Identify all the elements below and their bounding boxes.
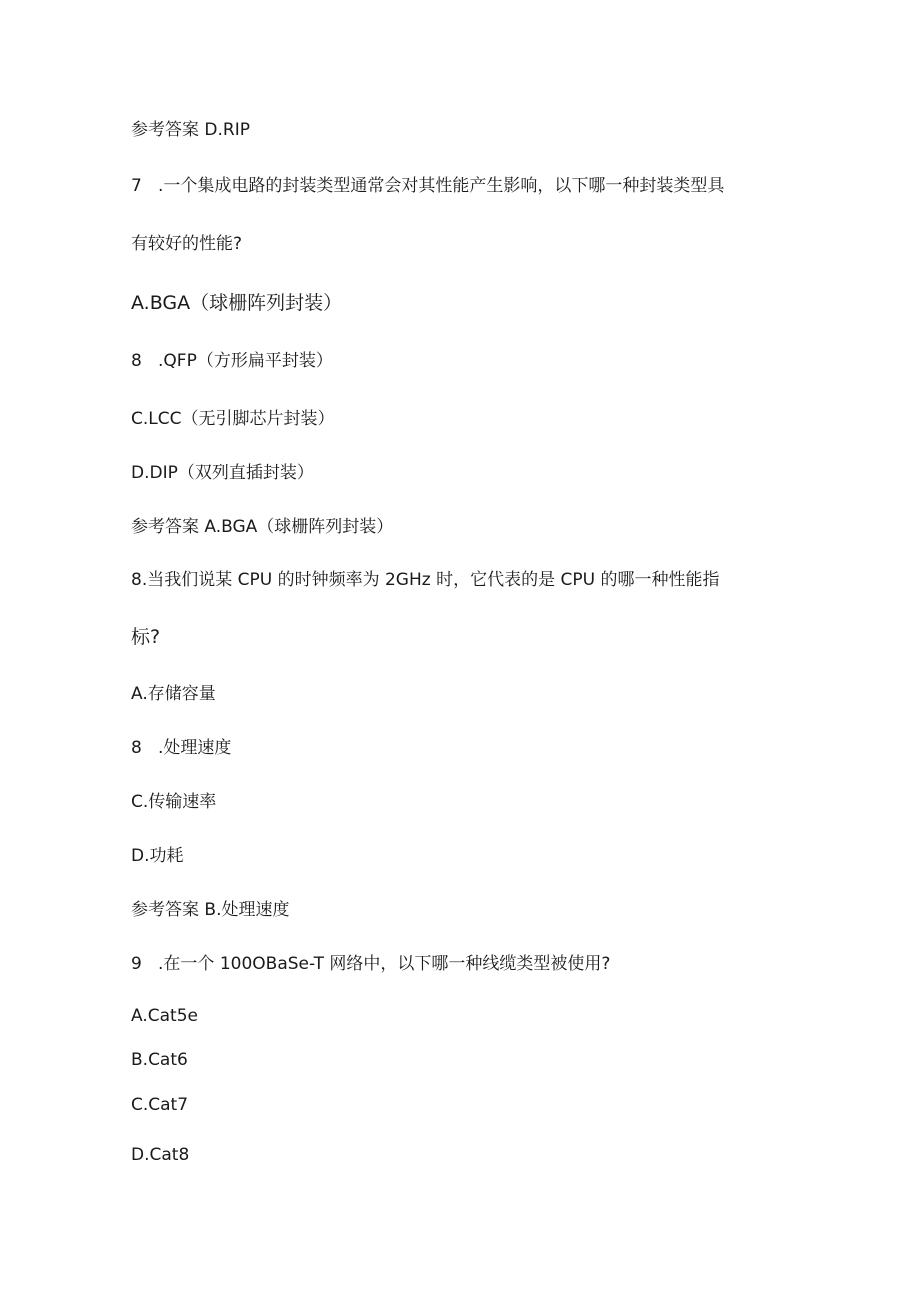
question-8-text: 8.当我们说某 CPU 的时钟频率为 2GHz 时，它代表的是 CPU 的哪一种性能指 — [131, 570, 720, 590]
question-9-option-d: D.Cat8 — [131, 1145, 190, 1165]
question-9-text: 9 .在一个 100OBaSe-T 网络中，以下哪一种线缆类型被使用? — [131, 954, 611, 974]
question-9-option-b: B.Cat6 — [131, 1050, 188, 1070]
question-9-option-c: C.Cat7 — [131, 1095, 189, 1115]
answer-line-q6: 参考答案 D.RIP — [131, 120, 250, 140]
question-7-option-c: C.LCC（无引脚芯片封装） — [131, 409, 335, 429]
question-7-option-b: 8 .QFP（方形扁平封装） — [131, 351, 333, 371]
question-7-option-d: D.DIP（双列直插封装） — [131, 463, 314, 483]
question-7-text-continued: 有较好的性能? — [131, 234, 243, 254]
question-9-option-a: A.Cat5e — [131, 1006, 198, 1026]
question-7-text: 7 .一个集成电路的封装类型通常会对其性能产生影响，以下哪一种封装类型具 — [131, 176, 725, 196]
answer-line-q8: 参考答案 B.处理速度 — [131, 900, 290, 920]
question-7-option-a: A.BGA（球栅阵列封装） — [131, 292, 343, 314]
question-8-option-b: 8 .处理速度 — [131, 738, 232, 758]
answer-line-q7: 参考答案 A.BGA（球栅阵列封装） — [131, 517, 394, 537]
question-8-option-a: A.存储容量 — [131, 684, 216, 704]
question-8-text-continued: 标? — [131, 626, 161, 648]
question-8-option-c: C.传输速率 — [131, 792, 217, 812]
question-8-option-d: D.功耗 — [131, 846, 184, 866]
